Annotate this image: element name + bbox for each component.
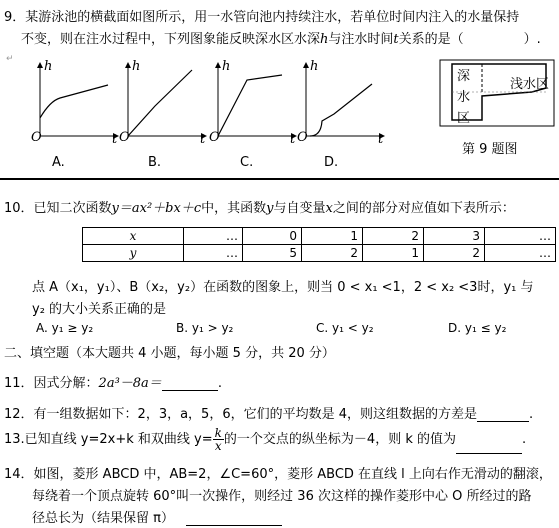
choice-d: D.: [324, 155, 339, 170]
shallow-label: 浅水区: [510, 77, 550, 92]
choice-a: A.: [52, 155, 65, 170]
q14-line2: 每绕着一个顶点旋转 60°叫一次操作，则经过 36 次这样的操作菱形中心 O 所经过的路: [32, 489, 532, 504]
answer-blank[interactable]: [186, 511, 282, 526]
value-table: [82, 227, 556, 262]
answer-blank[interactable]: [456, 433, 522, 454]
table-cell: 1: [363, 245, 424, 262]
deep-label-3: 区: [457, 111, 471, 126]
table-row: [83, 228, 556, 245]
table-cell: 2: [363, 228, 424, 245]
table-cell: …: [184, 245, 243, 262]
answer-blank[interactable]: [162, 376, 218, 391]
graph-d-curve: [310, 84, 372, 136]
graph-d-t-label: t: [378, 132, 384, 147]
answer-blank[interactable]: [477, 407, 529, 422]
return-mark: ↵: [6, 54, 14, 64]
q11: 11．因式分解：2a³－8a＝ .: [4, 376, 222, 391]
deep-label-2: 水: [457, 90, 471, 105]
q10-option-d: D. y₁ ≤ y₂: [448, 321, 507, 335]
q14-line3: 径总长为（结果保留 π）: [32, 507, 282, 526]
graph-a-h-label: h: [44, 59, 53, 74]
q9-line2: 不变，则在注水过程中，下列图象能反映深水区水深h与注水时间t关系的是（ ）.: [21, 32, 541, 47]
deep-label-1: 深: [457, 69, 471, 84]
choice-b: B.: [148, 155, 162, 170]
graph-d-origin: O: [297, 130, 308, 145]
graph-c-curve: [218, 75, 282, 136]
table-cell: 5: [243, 245, 302, 262]
table-cell: 3: [424, 228, 485, 245]
table-cell: y: [83, 245, 184, 262]
q9-graphs: [0, 58, 420, 163]
table-cell: 2: [424, 245, 485, 262]
table-cell: 1: [302, 228, 363, 245]
graph-a-t-label: t: [112, 132, 118, 147]
choice-c: C.: [240, 155, 254, 170]
q10-line3: y₂ 的大小关系正确的是: [32, 302, 167, 317]
table-cell: …: [485, 228, 556, 245]
q13: 13.已知直线 y=2x+k 和双曲线 y= $\frac{k}{x}$ 的一个交点的纵坐标为－4，则 k 的值为 .: [4, 426, 527, 453]
graph-a-curve: [40, 85, 108, 118]
graph-b-t-label: t: [200, 132, 206, 147]
graph-c-t-label: t: [290, 132, 296, 147]
figure-caption: 第 9 题图: [462, 142, 518, 157]
divider-line: [0, 178, 559, 180]
graph-b-origin: O: [119, 130, 130, 145]
graph-b-h-label: h: [132, 59, 141, 74]
table-cell: 2: [302, 245, 363, 262]
table-cell: …: [485, 245, 556, 262]
graph-c-origin: O: [209, 130, 220, 145]
q10-stem: 10．已知二次函数y＝ax²＋bx＋c中，其函数y与自变量x之间的部分对应值如下表所示：: [4, 201, 515, 216]
graph-b-curve: [128, 70, 192, 136]
q10-option-a: A. y₁ ≥ y₂: [36, 321, 94, 335]
graph-d-h-label: h: [310, 59, 319, 74]
table-cell: 0: [243, 228, 302, 245]
q12: 12．有一组数据如下：2，3，a，5，6，它们的平均数是 4，则这组数据的方差是 .: [4, 407, 534, 422]
q10-option-c: C. y₁ < y₂: [316, 321, 374, 335]
section-2-heading: 二、填空题（本大题共 4 小题，每小题 5 分，共 20 分）: [4, 346, 335, 361]
q10-option-b: B. y₁ > y₂: [176, 321, 234, 335]
table-row: [83, 245, 556, 262]
graph-a-origin: O: [31, 130, 42, 145]
table-cell: x: [83, 228, 184, 245]
fraction-k-over-x: $\frac{k}{x}$: [214, 426, 222, 453]
pool-figure: [438, 58, 558, 130]
q9-line1: 9．某游泳池的横截面如图所示，用一水管向池内持续注水，若单位时间内注入的水量保持: [4, 10, 520, 25]
graph-c-h-label: h: [222, 59, 231, 74]
q10-line2: 点 A（x₁，y₁）、B（x₂，y₂）在函数的图象上，则当 0 < x₁ <1，2 < x₂ <3时，y₁ 与: [32, 280, 534, 295]
q14-line1: 14．如图，菱形 ABCD 中，AB=2，∠C=60°，菱形 ABCD 在直线 l 上向右作无滑动的翻滚，: [4, 467, 552, 482]
table-cell: …: [184, 228, 243, 245]
